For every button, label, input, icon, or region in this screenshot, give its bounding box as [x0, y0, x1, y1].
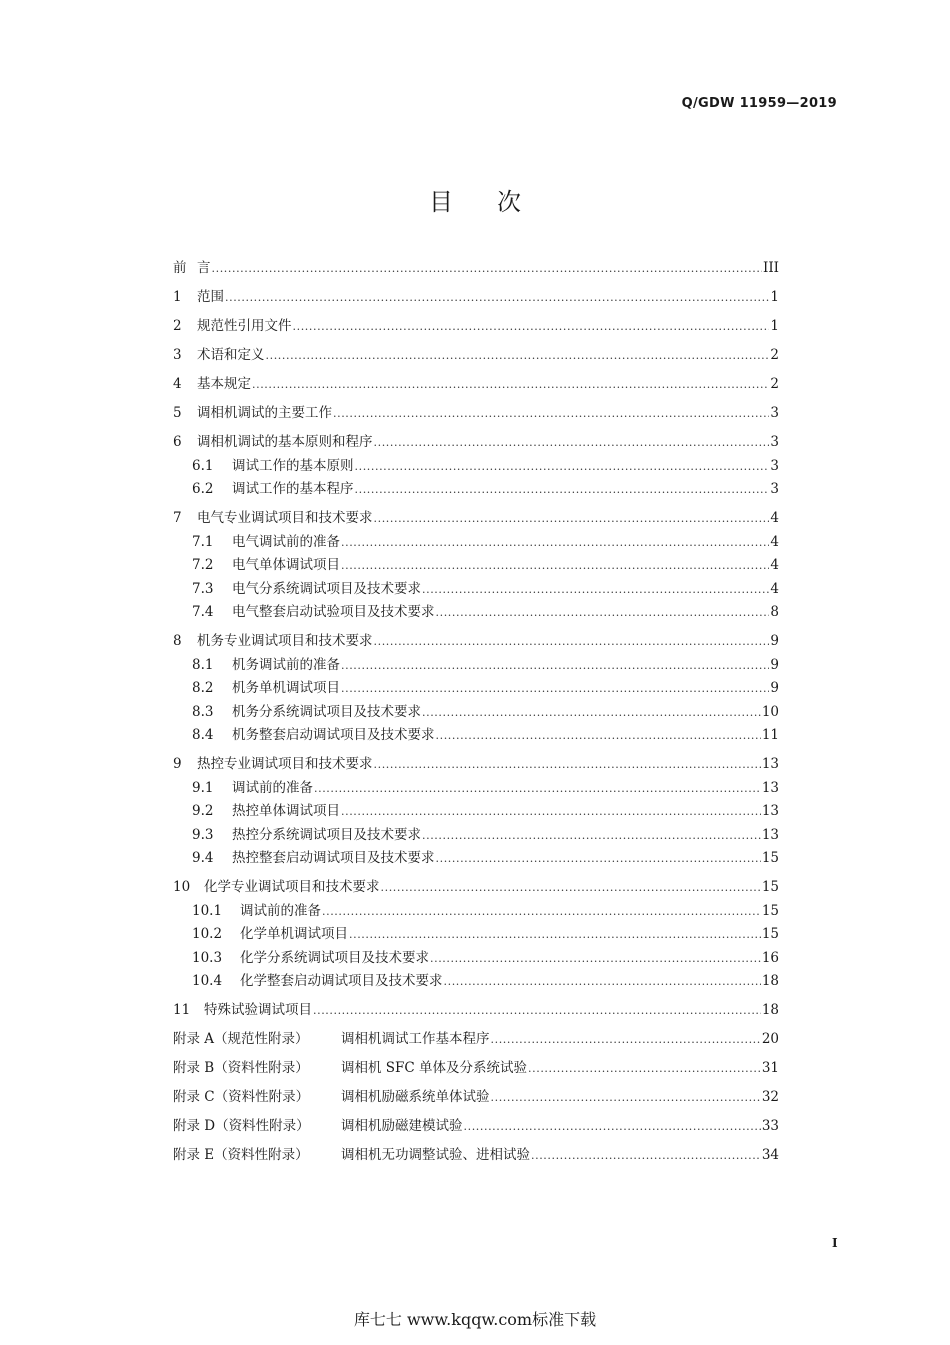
toc-entry-number: 附录 A（规范性附录） — [173, 1031, 309, 1047]
toc-entry-number: 7.2 — [192, 557, 214, 573]
toc-leader-dots — [341, 677, 769, 701]
toc-entry-page: 4 — [770, 557, 779, 573]
toc-leader-dots — [422, 701, 761, 725]
toc-leader-dots — [355, 455, 770, 479]
toc-entry-title: 机务分系统调试项目及技术要求 — [232, 703, 421, 720]
toc-entry-number: 9.1 — [192, 779, 214, 796]
toc-leader-dots — [341, 531, 769, 555]
toc-entry[interactable] — [173, 876, 779, 900]
toc-entry[interactable] — [173, 777, 779, 801]
toc-leader-dots — [252, 373, 769, 397]
toc-leader-dots — [313, 999, 761, 1023]
toc-entry-page: 20 — [761, 1031, 779, 1047]
toc-entry-page: 18 — [761, 1002, 779, 1018]
toc-entry-number: 9.3 — [192, 826, 214, 843]
toc-entry-page: 13 — [761, 826, 779, 843]
toc-entry-number: 7.1 — [192, 533, 214, 550]
toc-entry[interactable] — [173, 630, 779, 654]
toc-entry-number: 10 — [173, 879, 191, 895]
toc-entry-page: 15 — [761, 879, 779, 895]
toc-entry[interactable] — [173, 344, 779, 368]
toc-entry-number: 4 — [173, 376, 182, 392]
toc-leader-dots — [422, 578, 769, 602]
standard-code: Q/GDW 11959—2019 — [681, 96, 837, 111]
toc-entry-number: 附录 E（资料性附录） — [173, 1147, 309, 1163]
toc-entry-title: 范围 — [197, 289, 224, 305]
table-of-contents — [173, 257, 779, 1168]
toc-entry[interactable] — [173, 286, 779, 310]
toc-entry[interactable] — [173, 800, 779, 824]
toc-entry-page: 33 — [761, 1118, 779, 1134]
toc-leader-dots — [436, 847, 761, 871]
toc-entry-title: 电气专业调试项目和技术要求 — [197, 510, 373, 526]
toc-entry-number: 6.1 — [192, 457, 214, 474]
toc-entry-number: 5 — [173, 405, 182, 421]
toc-entry-page: 3 — [770, 405, 779, 421]
toc-entry-title: 化学专业调试项目和技术要求 — [204, 879, 380, 895]
toc-entry[interactable] — [173, 455, 779, 479]
toc-entry-number: 2 — [173, 318, 182, 334]
toc-entry-title: 规范性引用文件 — [197, 318, 292, 334]
toc-entry[interactable] — [173, 970, 779, 994]
toc-leader-dots — [491, 1028, 761, 1052]
toc-leader-dots — [293, 315, 770, 339]
toc-entry-page: III — [763, 260, 779, 276]
toc-entry-title: 热控单体调试项目 — [232, 803, 340, 819]
toc-entry-number: 附录 B（资料性附录） — [173, 1060, 309, 1076]
toc-leader-dots — [444, 970, 761, 994]
toc-leader-dots — [464, 1115, 761, 1139]
toc-entry-page: 3 — [770, 434, 779, 450]
toc-entry-number: 9.2 — [192, 803, 214, 819]
toc-entry-number: 10.2 — [192, 926, 223, 942]
toc-entry-number: 8.3 — [192, 703, 214, 720]
toc-entry-number: 前 — [173, 260, 187, 276]
toc-leader-dots — [333, 402, 769, 426]
toc-entry[interactable] — [173, 431, 779, 455]
toc-entry-title: 调试工作的基本原则 — [232, 457, 354, 474]
toc-leader-dots — [314, 777, 761, 801]
toc-entry[interactable] — [173, 531, 779, 555]
toc-entry[interactable] — [173, 478, 779, 502]
toc-leader-dots — [355, 478, 770, 502]
toc-entry[interactable] — [173, 947, 779, 971]
toc-entry[interactable] — [173, 824, 779, 848]
toc-entry-title: 热控分系统调试项目及技术要求 — [232, 826, 421, 843]
toc-entry-page: 18 — [761, 973, 779, 989]
toc-entry[interactable] — [173, 701, 779, 725]
toc-entry-title: 热控专业调试项目和技术要求 — [197, 756, 373, 772]
toc-entry-number: 8 — [173, 633, 182, 649]
toc-entry-number: 10.1 — [192, 902, 223, 919]
toc-leader-dots — [341, 654, 769, 678]
toc-entry-title: 基本规定 — [197, 376, 251, 392]
toc-entry[interactable] — [173, 654, 779, 678]
title-char-1: 目 — [429, 188, 453, 216]
toc-entry-title: 化学单机调试项目 — [240, 926, 348, 942]
toc-entry-title: 调相机 SFC 单体及分系统试验 — [341, 1060, 528, 1076]
footer-watermark: 库七七 www.kqqw.com标准下载 — [353, 1310, 597, 1329]
toc-leader-dots — [374, 431, 770, 455]
toc-entry-page: 13 — [761, 756, 779, 772]
toc-leader-dots — [266, 344, 770, 368]
toc-entry-number: 10.4 — [192, 973, 223, 989]
toc-leader-dots — [528, 1057, 761, 1081]
toc-entry-page: 11 — [761, 727, 779, 743]
toc-leader-dots — [430, 947, 761, 971]
toc-entry-title: 调试工作的基本程序 — [232, 481, 354, 497]
toc-entry-number: 附录 C（资料性附录） — [173, 1089, 310, 1105]
toc-entry-title: 言 — [197, 260, 211, 276]
toc-entry[interactable] — [173, 507, 779, 531]
toc-entry-page: 16 — [761, 949, 779, 966]
toc-entry-title: 热控整套启动调试项目及技术要求 — [232, 850, 435, 866]
toc-entry-title: 调相机励磁系统单体试验 — [341, 1089, 490, 1105]
toc-entry-page: 1 — [770, 289, 779, 305]
toc-entry-page: 1 — [770, 318, 779, 334]
toc-entry-title: 调试前的准备 — [240, 902, 321, 919]
toc-entry[interactable] — [173, 1086, 779, 1110]
toc-entry[interactable] — [173, 753, 779, 777]
toc-leader-dots — [341, 554, 769, 578]
toc-entry-page: 13 — [761, 779, 779, 796]
toc-entry[interactable] — [173, 402, 779, 426]
toc-entry[interactable] — [173, 1144, 779, 1168]
toc-entry-number: 11 — [173, 1002, 191, 1018]
toc-leader-dots — [436, 724, 761, 748]
toc-leader-dots — [212, 257, 763, 281]
toc-entry[interactable] — [173, 847, 779, 871]
toc-entry-title: 术语和定义 — [197, 347, 265, 363]
toc-leader-dots — [374, 753, 761, 777]
toc-entry-number: 7 — [173, 510, 182, 526]
toc-entry-title: 调相机无功调整试验、进相试验 — [341, 1147, 530, 1163]
toc-leader-dots — [374, 630, 770, 654]
title-char-2: 次 — [497, 188, 521, 216]
toc-entry-page: 15 — [761, 926, 779, 942]
toc-entry-title: 电气调试前的准备 — [232, 533, 340, 550]
toc-entry-page: 4 — [770, 510, 779, 526]
toc-entry-title: 电气单体调试项目 — [232, 557, 340, 573]
toc-entry-title: 电气分系统调试项目及技术要求 — [232, 580, 421, 597]
toc-entry[interactable] — [173, 601, 779, 625]
toc-entry[interactable] — [173, 923, 779, 947]
toc-entry-page: 8 — [770, 604, 779, 620]
page-number: I — [832, 1236, 838, 1250]
toc-entry-number: 8.4 — [192, 727, 214, 743]
toc-leader-dots — [381, 876, 761, 900]
toc-entry-page: 4 — [770, 533, 779, 550]
toc-entry-title: 调相机调试的主要工作 — [197, 405, 332, 421]
toc-entry-number: 9 — [173, 756, 182, 772]
toc-entry-title: 电气整套启动试验项目及技术要求 — [232, 604, 435, 620]
toc-entry-page: 15 — [761, 850, 779, 866]
toc-entry-number: 8.1 — [192, 656, 214, 673]
toc-entry-title: 化学分系统调试项目及技术要求 — [240, 949, 429, 966]
toc-entry[interactable] — [173, 999, 779, 1023]
toc-entry[interactable] — [173, 578, 779, 602]
toc-entry-number: 3 — [173, 347, 182, 363]
toc-entry[interactable] — [173, 724, 779, 748]
toc-entry-number: 7.3 — [192, 580, 214, 597]
toc-entry-number: 10.3 — [192, 949, 223, 966]
toc-entry[interactable] — [173, 315, 779, 339]
toc-entry-page: 34 — [761, 1147, 779, 1163]
toc-entry-title: 机务专业调试项目和技术要求 — [197, 633, 373, 649]
toc-entry[interactable] — [173, 677, 779, 701]
toc-leader-dots — [491, 1086, 761, 1110]
toc-entry-title: 机务调试前的准备 — [232, 656, 340, 673]
toc-entry-number: 附录 D（资料性附录） — [173, 1118, 310, 1134]
toc-entry[interactable] — [173, 1115, 779, 1139]
toc-entry-page: 15 — [761, 902, 779, 919]
toc-entry[interactable] — [173, 554, 779, 578]
toc-entry-title: 调相机励磁建模试验 — [341, 1118, 463, 1134]
toc-entry-title: 化学整套启动调试项目及技术要求 — [240, 973, 443, 989]
toc-entry-number: 8.2 — [192, 680, 214, 696]
toc-entry-number: 6.2 — [192, 481, 214, 497]
toc-leader-dots — [374, 507, 770, 531]
toc-entry-page: 9 — [770, 633, 779, 649]
toc-entry-title: 特殊试验调试项目 — [204, 1002, 312, 1018]
toc-leader-dots — [225, 286, 769, 310]
toc-leader-dots — [531, 1144, 761, 1168]
toc-entry-page: 3 — [770, 457, 779, 474]
toc-entry[interactable] — [173, 900, 779, 924]
toc-entry[interactable] — [173, 1057, 779, 1081]
toc-leader-dots — [322, 900, 761, 924]
toc-entry-page: 3 — [770, 481, 779, 497]
toc-entry[interactable] — [173, 257, 779, 281]
toc-entry-page: 13 — [761, 803, 779, 819]
toc-entry-page: 9 — [770, 656, 779, 673]
toc-entry-number: 1 — [173, 289, 182, 305]
page-title — [0, 182, 950, 217]
toc-entry-number: 6 — [173, 434, 182, 450]
toc-entry-page: 32 — [761, 1089, 779, 1105]
toc-entry-page: 10 — [761, 703, 779, 720]
toc-leader-dots — [341, 800, 761, 824]
toc-leader-dots — [349, 923, 761, 947]
toc-entry[interactable] — [173, 1028, 779, 1052]
toc-entry-title: 调试前的准备 — [232, 779, 313, 796]
toc-entry-title: 机务整套启动调试项目及技术要求 — [232, 727, 435, 743]
toc-entry-title: 机务单机调试项目 — [232, 680, 340, 696]
toc-entry-title: 调相机调试工作基本程序 — [341, 1031, 490, 1047]
toc-entry-number: 9.4 — [192, 850, 214, 866]
toc-leader-dots — [422, 824, 761, 848]
toc-entry-page: 2 — [770, 347, 779, 363]
toc-entry-page: 2 — [770, 376, 779, 392]
toc-entry-page: 31 — [761, 1060, 779, 1076]
toc-entry-page: 9 — [770, 680, 779, 696]
toc-entry[interactable] — [173, 373, 779, 397]
toc-entry-title: 调相机调试的基本原则和程序 — [197, 434, 373, 450]
toc-entry-number: 7.4 — [192, 604, 214, 620]
toc-entry-page: 4 — [770, 580, 779, 597]
toc-leader-dots — [436, 601, 770, 625]
